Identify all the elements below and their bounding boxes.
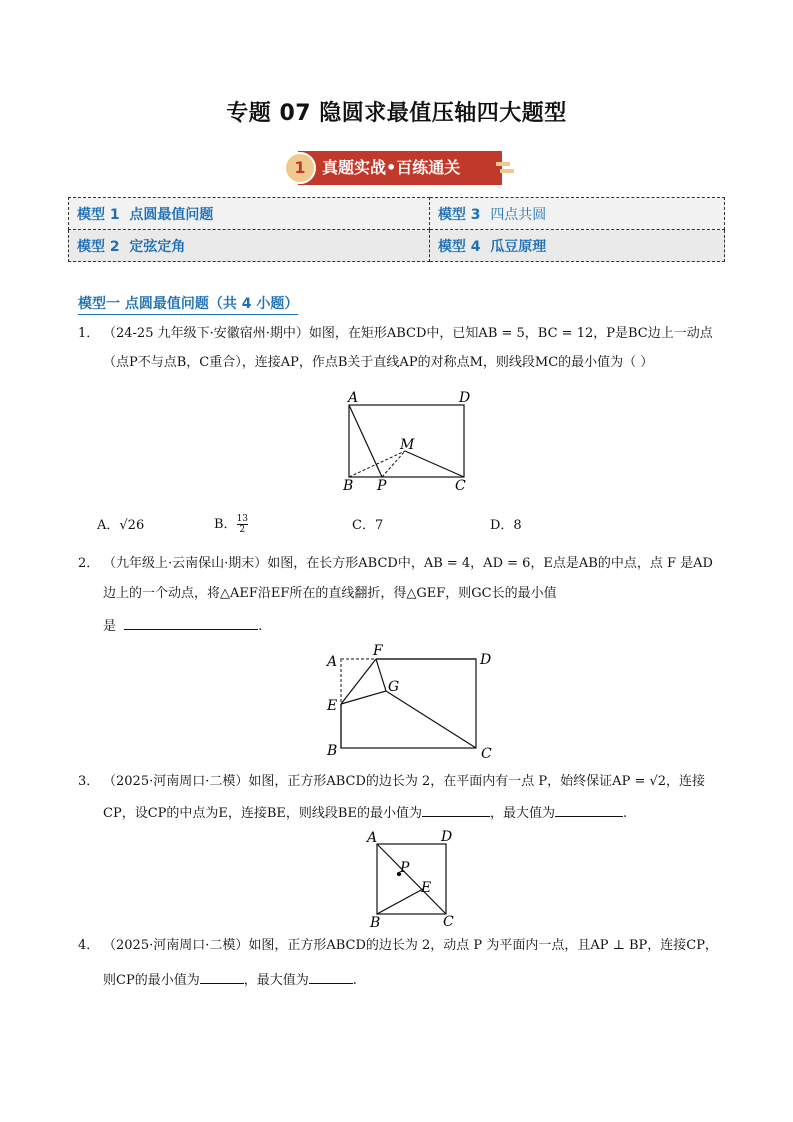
banner-stripe-icon [496,162,510,166]
q4-line1: （2025·河南周口·二模）如图，正方形ABCD的边长为 2，动点 P 为平面内一点，且AP ⊥ BP，连接CP， [103,938,718,953]
q1-figure [335,388,475,496]
model-cell[interactable]: 模型 2 定弦定角 [69,230,430,262]
q1-line2: （点P不与点B，C重合），连接AP，作点B关于直线AP的对称点M，则线段MC的最小值为（ ） [103,355,654,370]
q4-line2: 则CP的最小值为 ，最大值为 . [103,969,357,991]
banner-stripe-icon [500,169,514,173]
q3-label-a: A [367,830,378,846]
banner-number-badge: 1 [284,152,316,184]
q2-label-f: F [373,643,383,659]
q2-line1: （九年级上·云南保山·期末）如图，在长方形ABCD中，AB = 4，AD = 6，E点是AB的中点，点 F 是AD [103,556,713,571]
q2-answer-blank[interactable] [124,615,258,630]
q1-option-a[interactable]: A．√26 [97,518,145,533]
banner-text: 真题实战•百练通关 [322,158,461,177]
q3-figure [364,827,464,931]
q3-label-d: D [441,829,453,845]
q2-label-c: C [481,746,492,762]
q2-figure [320,642,500,762]
q2-label-d: D [480,652,492,668]
q3-label-b: B [370,915,381,931]
q2-label-a: A [327,654,338,670]
q1-label-m: M [400,437,415,453]
q1-option-b[interactable]: B． $\frac{13}{2}$ [214,514,249,535]
q1-label-p: P [377,478,387,494]
model-table [68,197,725,262]
model-cell[interactable]: 模型 3 四点共圆 [429,198,724,230]
section-heading: 模型一 点圆最值问题（共 4 小题） [78,293,298,315]
q3-max-blank[interactable] [555,802,623,817]
q2-line2: 边上的一个动点，将△AEF沿EF所在的直线翻折，得△GEF，则GC长的最小值 [103,586,557,601]
q4-number: 4． [78,938,100,953]
q2-label-b: B [327,743,338,759]
q1-number: 1． [78,326,100,341]
q1-label-c: C [455,478,466,494]
q2-label-e: E [327,698,338,714]
q3-number: 3． [78,774,100,789]
q3-line1: （2025·河南周口·二模）如图，正方形ABCD的边长为 2，在平面内有一点 P，始终保证AP = √2，连接 [103,774,706,789]
q4-min-blank[interactable] [200,969,244,984]
q3-min-blank[interactable] [422,802,490,817]
q3-label-e: E [421,880,432,896]
q3-label-c: C [443,914,454,930]
q3-line2: CP，设CP的中点为E，连接BE，则线段BE的最小值为 ，最大值为 . [103,802,627,824]
q1-option-b-fraction: $\frac{13}{2}$ [236,514,249,535]
q3-label-p: P [400,860,410,876]
model-cell[interactable]: 模型 4 瓜豆原理 [429,230,724,262]
q1-label-b: B [343,478,354,494]
q1-option-c[interactable]: C．7 [352,518,384,533]
model-cell[interactable]: 模型 1 点圆最值问题 [69,198,430,230]
section-banner [284,150,514,186]
q1-label-a: A [348,390,359,406]
q2-number: 2． [78,556,100,571]
q1-option-d[interactable]: D．8 [490,518,522,533]
q4-max-blank[interactable] [309,969,353,984]
q1-line1: （24-25 九年级下·安徽宿州·期中）如图，在矩形ABCD中，已知AB = 5，BC = 12，P是BC边上一动点 [103,326,713,341]
q1-label-d: D [459,390,471,406]
page-title: 专题 07 隐圆求最值压轴四大题型 [226,101,567,126]
q2-label-g: G [388,679,400,695]
q2-line3: 是 . [103,615,262,637]
